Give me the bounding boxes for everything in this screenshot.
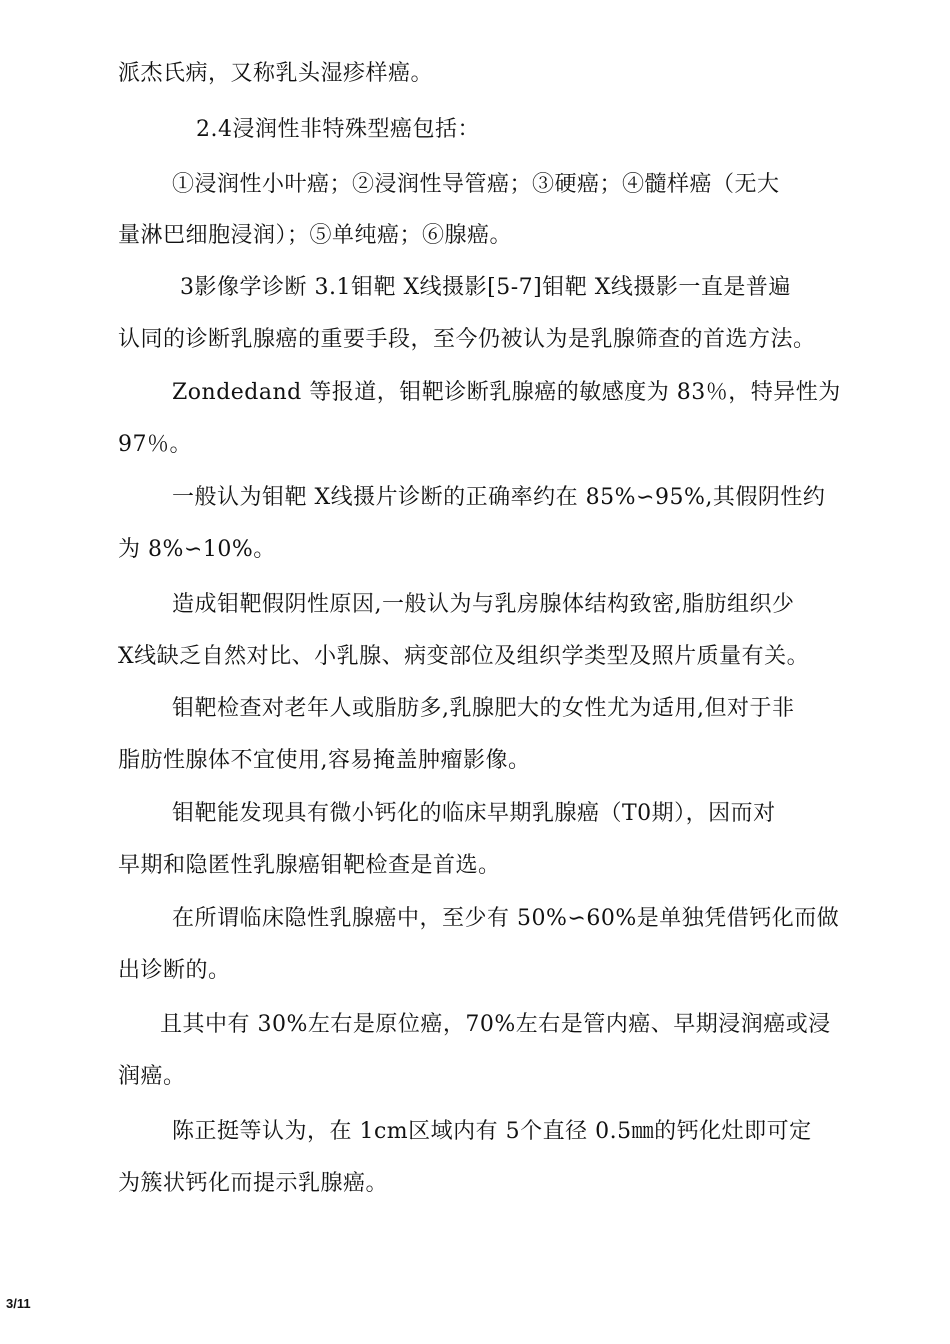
text-line-15: 钼靶能发现具有微小钙化的临床早期乳腺癌（T0期），因而对 (172, 801, 776, 826)
text-line-17: 在所谓临床隐性乳腺癌中，至少有 50%∽60%是单独凭借钙化而做 (172, 906, 840, 931)
text-line-5: 3影像学诊断 3.1钼靶 X线摄影[5-7]钼靶 X线摄影一直是普遍 (180, 275, 791, 300)
text-line-14: 脂肪性腺体不宜使用,容易掩盖肿瘤影像。 (118, 748, 531, 773)
text-line-20: 润癌。 (118, 1064, 186, 1089)
text-line-3: ①浸润性小叶癌；②浸润性导管癌；③硬癌；④髓样癌（无大 (172, 172, 780, 197)
text-line-1: 派杰氏病，又称乳头湿疹样癌。 (118, 61, 434, 86)
text-line-7: Zondedand 等报道，钼靶诊断乳腺癌的敏感度为 83％，特异性为 (172, 380, 841, 405)
text-line-6: 认同的诊断乳腺癌的重要手段，至今仍被认为是乳腺筛查的首选方法。 (118, 327, 816, 352)
page-number: 3/11 (6, 1296, 31, 1311)
text-line-11: 造成钼靶假阴性原因,一般认为与乳房腺体结构致密,脂肪组织少 (172, 592, 795, 617)
text-line-10: 为 8%∽10%。 (118, 537, 276, 562)
text-line-21: 陈正挺等认为，在 1cm区域内有 5个直径 0.5㎜的钙化灶即可定 (172, 1119, 812, 1144)
text-line-9: 一般认为钼靶 X线摄片诊断的正确率约在 85%∽95%,其假阴性约 (172, 485, 826, 510)
text-line-12: X线缺乏自然对比、小乳腺、病变部位及组织学类型及照片质量有关。 (118, 644, 810, 669)
text-line-8: 97％。 (118, 432, 192, 457)
text-line-4: 量淋巴细胞浸润）；⑤单纯癌；⑥腺癌。 (118, 223, 513, 248)
text-line-18: 出诊断的。 (118, 958, 231, 983)
text-line-2: 2.4浸润性非特殊型癌包括： (196, 117, 480, 142)
text-line-19: 且其中有 30%左右是原位癌，70%左右是管内癌、早期浸润癌或浸 (160, 1012, 831, 1037)
text-line-13: 钼靶检查对老年人或脂肪多,乳腺肥大的女性尤为适用,但对于非 (172, 696, 795, 721)
text-line-16: 早期和隐匿性乳腺癌钼靶检查是首选。 (118, 853, 501, 878)
text-line-22: 为簇状钙化而提示乳腺癌。 (118, 1171, 389, 1196)
